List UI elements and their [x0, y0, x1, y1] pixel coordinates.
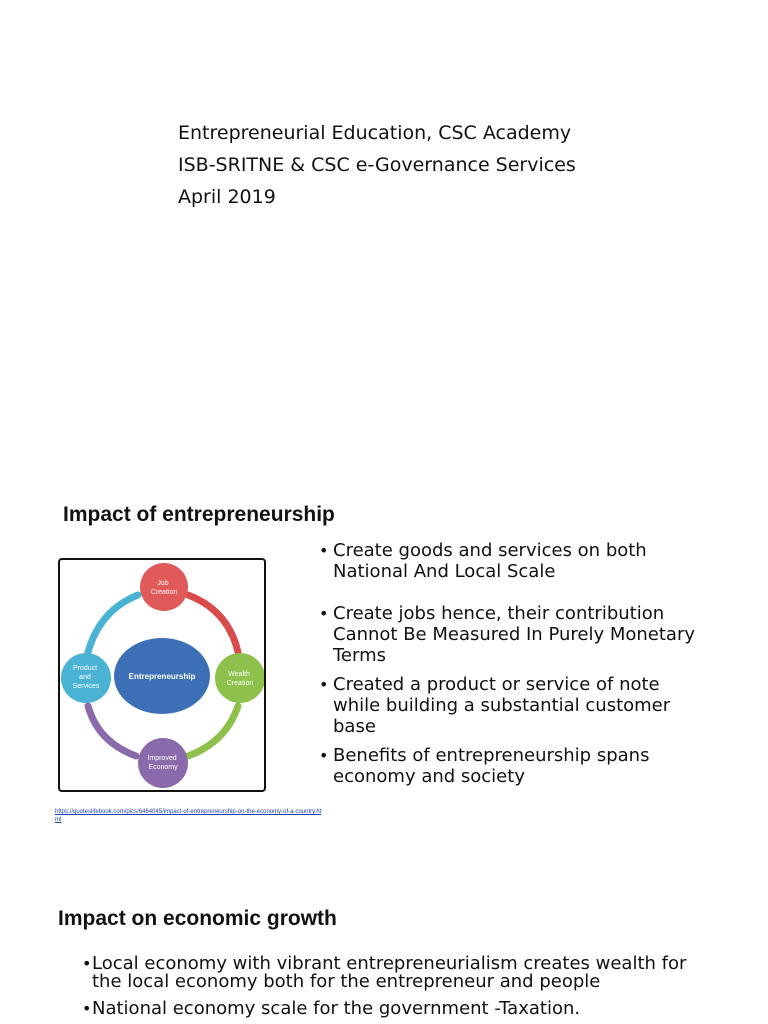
- node-left-line2: and: [79, 674, 91, 681]
- impact-bullet-2-line-3: Terms: [333, 645, 387, 666]
- impact-bullet-2-line-1: Create jobs hence, their contribution: [333, 603, 665, 624]
- growth-heading: Impact on economic growth: [58, 907, 337, 930]
- arc-economy-to-product: [88, 706, 136, 756]
- impact-bullet-1-line-2: National And Local Scale: [333, 561, 556, 582]
- node-left-line1: Product: [72, 665, 98, 672]
- node-improved-economy: [138, 738, 188, 788]
- title-line-2: ISB-SRITNE & CSC e-Governance Services: [178, 154, 576, 176]
- node-wealth-creation: [215, 653, 264, 703]
- growth-bullet-2-line-1: National economy scale for the government -Taxation.: [92, 998, 581, 1019]
- impact-bullet-3-line-1: Created a product or service of note: [333, 674, 660, 695]
- bullet-dot: •: [319, 675, 329, 694]
- source-link[interactable]: https://quoteslifebook.com/pics/6464045/impact-of-entrepreneurship-on-the-economy-of-a-country.html: [55, 809, 322, 823]
- entrepreneurship-cycle-svg: [60, 560, 264, 790]
- node-bottom-line1: Improved: [147, 755, 177, 762]
- center-label: Entrepreneurship: [128, 672, 196, 681]
- impact-bullet-4: [319, 745, 753, 787]
- node-right-line2: Creation: [226, 680, 254, 687]
- growth-bullet-2: [82, 1000, 732, 1018]
- arc-wealth-to-economy: [188, 706, 238, 756]
- impact-bullet-3-line-2: while building a substantial customer: [333, 695, 671, 716]
- impact-bullet-2: [319, 603, 753, 666]
- bullet-dot: •: [82, 954, 92, 973]
- growth-bullet-1-line-1: Local economy with vibrant entrepreneurialism creates wealth for: [92, 953, 687, 974]
- title-line-3: April 2019: [178, 186, 276, 208]
- impact-bullet-2-line-2: Cannot Be Measured In Purely Monetary: [333, 624, 696, 645]
- impact-bullet-3-line-3: base: [333, 716, 376, 737]
- growth-bullet-1-line-2: the local economy both for the entrepreneur and people: [92, 971, 601, 992]
- arc-job-to-wealth: [188, 595, 238, 652]
- bullet-dot: •: [319, 541, 329, 560]
- bullet-dot: •: [82, 999, 92, 1018]
- node-left-line3: Services: [72, 683, 100, 690]
- growth-bullet-1: [82, 955, 732, 991]
- impact-bullet-1: [319, 540, 753, 582]
- node-right-line1: Wealth: [228, 671, 250, 678]
- impact-bullet-1-line-1: Create goods and services on both: [333, 540, 647, 561]
- impact-heading: Impact of entrepreneurship: [63, 503, 335, 526]
- node-top-line1: Job: [157, 580, 169, 587]
- impact-bullet-4-line-2: economy and society: [333, 766, 525, 787]
- node-job-creation: [140, 563, 188, 611]
- entrepreneurship-diagram: [58, 558, 266, 792]
- bullet-dot: •: [319, 604, 329, 623]
- arc-product-to-job: [88, 595, 138, 652]
- impact-bullet-3: [319, 674, 753, 737]
- bullet-dot: •: [319, 746, 329, 765]
- title-line-1: Entrepreneurial Education, CSC Academy: [178, 122, 572, 144]
- impact-bullet-4-line-1: Benefits of entrepreneurship spans: [333, 745, 650, 766]
- node-top-line2: Creation: [150, 589, 178, 596]
- node-bottom-line2: Economy: [148, 764, 178, 771]
